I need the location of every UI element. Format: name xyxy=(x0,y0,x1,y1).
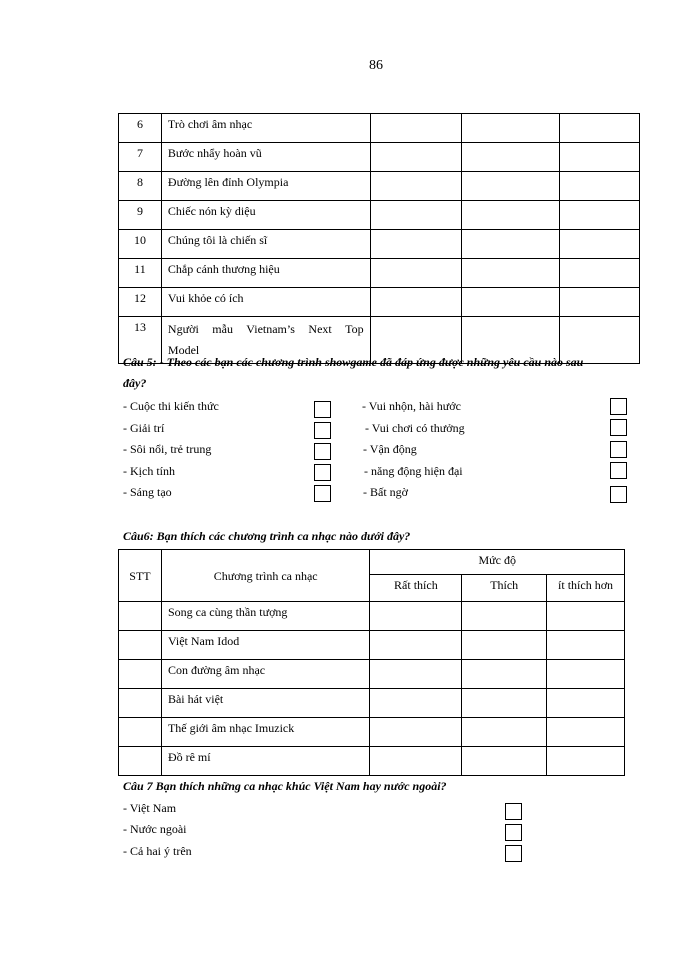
rating-cell[interactable] xyxy=(462,631,547,660)
table-row xyxy=(119,114,640,143)
row-stt: 11 xyxy=(119,259,162,288)
rating-cell[interactable] xyxy=(370,660,462,689)
rating-cell[interactable] xyxy=(462,718,547,747)
q5-option-left: - Kịch tính xyxy=(123,464,175,478)
answer-cell[interactable] xyxy=(370,172,462,201)
row-stt xyxy=(119,631,162,660)
q5-checkbox-right[interactable] xyxy=(610,398,627,415)
answer-cell[interactable] xyxy=(560,143,640,172)
rating-cell[interactable] xyxy=(547,747,625,776)
table-row xyxy=(119,631,625,660)
row-stt xyxy=(119,718,162,747)
answer-cell[interactable] xyxy=(560,230,640,259)
answer-cell[interactable] xyxy=(560,114,640,143)
q7-title: Câu 7 Bạn thích những ca nhạc khúc Việt Nam hay nước ngoài? xyxy=(123,779,447,793)
table-row xyxy=(119,689,625,718)
row-program-name: Thế giới âm nhạc Imuzick xyxy=(161,718,370,747)
header-like: Thích xyxy=(462,575,547,602)
row-program-name: Đồ rê mí xyxy=(161,747,370,776)
rating-cell[interactable] xyxy=(370,631,462,660)
rating-cell[interactable] xyxy=(370,602,462,631)
q7-checkbox[interactable] xyxy=(505,845,522,862)
table-row xyxy=(119,172,640,201)
row-program-name: Con đường âm nhạc xyxy=(161,660,370,689)
table-row xyxy=(119,230,640,259)
row-program-name: Chiếc nón kỳ diệu xyxy=(161,201,370,230)
music-table-header-row xyxy=(119,550,625,575)
rating-cell[interactable] xyxy=(547,689,625,718)
q5-checkbox-left[interactable] xyxy=(314,464,331,481)
answer-cell[interactable] xyxy=(462,230,560,259)
table-row xyxy=(119,660,625,689)
row-stt: 8 xyxy=(119,172,162,201)
q5-checkbox-right[interactable] xyxy=(610,462,627,479)
row-program-name: Chúng tôi là chiến sĩ xyxy=(161,230,370,259)
page-number: 86 xyxy=(369,58,383,73)
header-very-like: Rất thích xyxy=(370,575,462,602)
rating-cell[interactable] xyxy=(462,660,547,689)
answer-cell[interactable] xyxy=(560,288,640,317)
answer-cell[interactable] xyxy=(462,172,560,201)
table-row xyxy=(119,259,640,288)
q7-checkbox[interactable] xyxy=(505,803,522,820)
row-stt xyxy=(119,689,162,718)
row-program-name: Bài hát việt xyxy=(161,689,370,718)
row-program-name-line1: Người mẫu Vietnam’s Next Top xyxy=(167,322,364,336)
music-table xyxy=(118,549,625,776)
q5-checkbox-left[interactable] xyxy=(314,485,331,502)
q5-checkbox-right[interactable] xyxy=(610,441,627,458)
answer-cell[interactable] xyxy=(560,201,640,230)
q7-option: - Việt Nam xyxy=(123,801,177,815)
answer-cell[interactable] xyxy=(370,259,462,288)
row-stt xyxy=(119,602,162,631)
q5-option-left: - Giải trí xyxy=(123,421,165,435)
rating-cell[interactable] xyxy=(547,602,625,631)
table-row xyxy=(119,747,625,776)
table-row xyxy=(119,143,640,172)
row-stt: 12 xyxy=(119,288,162,317)
q5-title-line1: Câu 5: - Theo các bạn các chương trình showgame đã đáp ứng được những yêu cầu nào sau xyxy=(123,355,584,369)
row-stt xyxy=(119,660,162,689)
q5-option-right: - Bất ngờ xyxy=(363,485,409,499)
rating-cell[interactable] xyxy=(547,660,625,689)
table-row xyxy=(119,288,640,317)
answer-cell[interactable] xyxy=(370,201,462,230)
q6-title: Câu6: Bạn thích các chương trình ca nhạc nào dưới đây? xyxy=(123,529,411,543)
q5-option-right: - Vui nhộn, hài hước xyxy=(362,399,461,413)
row-program-name: Song ca cùng thần tượng xyxy=(161,602,370,631)
row-program-name: Bước nhẩy hoàn vũ xyxy=(161,143,370,172)
rating-cell[interactable] xyxy=(462,602,547,631)
q5-checkbox-right[interactable] xyxy=(610,486,627,503)
q5-option-right: - Vui chơi có thưởng xyxy=(365,421,465,435)
rating-cell[interactable] xyxy=(370,718,462,747)
answer-cell[interactable] xyxy=(560,259,640,288)
row-stt: 10 xyxy=(119,230,162,259)
answer-cell[interactable] xyxy=(462,143,560,172)
row-stt xyxy=(119,747,162,776)
q5-option-right: - năng động hiện đại xyxy=(364,464,463,478)
row-stt: 7 xyxy=(119,143,162,172)
rating-cell[interactable] xyxy=(462,747,547,776)
answer-cell[interactable] xyxy=(462,288,560,317)
answer-cell[interactable] xyxy=(462,201,560,230)
row-program-name: Chắp cánh thương hiệu xyxy=(161,259,370,288)
q5-option-left: - Sáng tạo xyxy=(123,485,172,499)
q7-option: - Nước ngoài xyxy=(123,822,187,836)
q5-checkbox-right[interactable] xyxy=(610,419,627,436)
table-row xyxy=(119,201,640,230)
q5-option-left: - Sôi nổi, trẻ trung xyxy=(123,442,212,456)
header-stt: STT xyxy=(119,550,162,602)
answer-cell[interactable] xyxy=(370,288,462,317)
table-row xyxy=(119,602,625,631)
rating-cell[interactable] xyxy=(462,689,547,718)
q5-checkbox-left[interactable] xyxy=(314,443,331,460)
q7-checkbox[interactable] xyxy=(505,824,522,841)
header-level: Mức độ xyxy=(370,550,625,575)
answer-cell[interactable] xyxy=(560,172,640,201)
rating-cell[interactable] xyxy=(370,747,462,776)
answer-cell[interactable] xyxy=(370,230,462,259)
q7-option: - Cả hai ý trên xyxy=(123,844,192,858)
answer-cell[interactable] xyxy=(370,114,462,143)
showgame-table xyxy=(118,113,640,364)
rating-cell[interactable] xyxy=(547,631,625,660)
q5-checkbox-left[interactable] xyxy=(314,401,331,418)
row-program-name: Vui khỏe có ích xyxy=(161,288,370,317)
answer-cell[interactable] xyxy=(370,143,462,172)
answer-cell[interactable] xyxy=(462,114,560,143)
row-stt: 6 xyxy=(119,114,162,143)
rating-cell[interactable] xyxy=(547,718,625,747)
row-program-name-line2: Model xyxy=(167,343,200,357)
answer-cell[interactable] xyxy=(462,259,560,288)
q5-checkbox-left[interactable] xyxy=(314,422,331,439)
row-stt: 9 xyxy=(119,201,162,230)
rating-cell[interactable] xyxy=(370,689,462,718)
table-row xyxy=(119,718,625,747)
q5-option-right: - Vận động xyxy=(363,442,417,456)
row-stt: 13 xyxy=(119,317,162,364)
q5-option-left: - Cuộc thi kiến thức xyxy=(123,399,219,413)
q5-title-line2: đây? xyxy=(123,376,147,390)
row-program-name: Đường lên đỉnh Olympia xyxy=(161,172,370,201)
row-program-name: Trò chơi âm nhạc xyxy=(161,114,370,143)
header-less-like: ít thích hơn xyxy=(547,575,625,602)
header-program: Chương trình ca nhạc xyxy=(161,550,370,602)
row-program-name: Việt Nam Idod xyxy=(161,631,370,660)
